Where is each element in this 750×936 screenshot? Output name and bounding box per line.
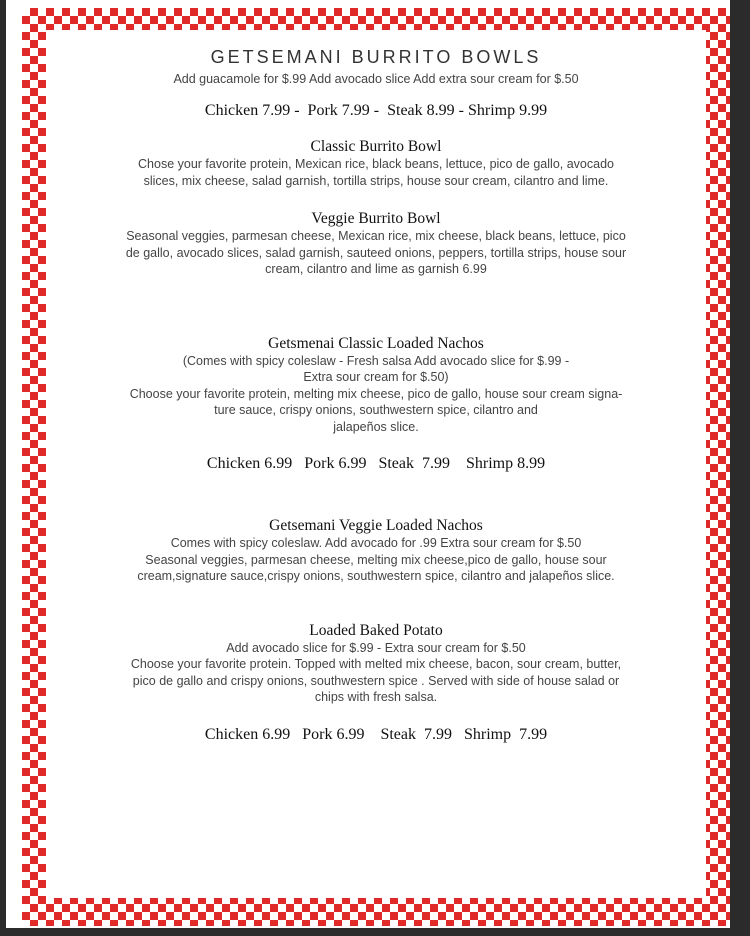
item-name: Loaded Baked Potato bbox=[309, 621, 443, 639]
menu-item-veggie-loaded-nachos bbox=[46, 517, 706, 585]
menu-item-classic-burrito-bowl bbox=[46, 138, 706, 189]
menu-page bbox=[46, 30, 706, 898]
item-description bbox=[46, 640, 706, 706]
menu-content bbox=[46, 46, 706, 745]
item-name: Getsemani Veggie Loaded Nachos bbox=[269, 517, 483, 534]
desc-line: (Comes with spicy coleslaw - Fresh salsa Add avocado slice for $.99 - bbox=[182, 353, 570, 368]
desc-line: cream,signature sauce,crispy onions, southwestern spice, cilantro and jalapeños slice. bbox=[137, 569, 615, 583]
desc-line: de gallo, avocado slices, salad garnish, sauteed onions, peppers, tortilla strips, house sour bbox=[125, 245, 627, 260]
menu-item-classic-loaded-nachos bbox=[46, 335, 706, 475]
item-description bbox=[46, 156, 706, 189]
desc-line: Add avocado slice for $.99 - Extra sour cream for $.50 bbox=[226, 640, 526, 655]
menu-item-loaded-baked-potato bbox=[46, 622, 706, 745]
item-prices: Chicken 6.99 Pork 6.99 Steak 7.99 Shrimp 8.99 bbox=[206, 455, 546, 472]
item-name: Veggie Burrito Bowl bbox=[311, 210, 441, 227]
menu-title: GETSEMANI BURRITO BOWLS bbox=[210, 47, 542, 67]
desc-line: Choose your favorite protein. Topped with melted mix cheese, bacon, sour cream, butter, bbox=[130, 657, 622, 671]
desc-line: ture sauce, crispy onions, southwestern spice, cilantro and bbox=[214, 403, 538, 417]
desc-line: Comes with spicy coleslaw. Add avocado for .99 Extra sour cream for $.50 bbox=[170, 536, 582, 550]
screen-edge-left bbox=[0, 0, 6, 936]
item-prices: Chicken 6.99 Pork 6.99 Steak 7.99 Shrimp 7.99 bbox=[204, 725, 548, 743]
item-description bbox=[46, 353, 706, 436]
menu-item-veggie-burrito-bowl bbox=[46, 210, 706, 278]
bowl-prices: Chicken 7.99 - Pork 7.99 - Steak 8.99 - Shrimp 9.99 bbox=[204, 102, 548, 119]
desc-line: slices, mix cheese, salad garnish, tortilla strips, house sour cream, cilantro and lime. bbox=[143, 173, 609, 188]
addons-note: Add guacamole for $.99 Add avocado slice Add extra sour cream for $.50 bbox=[173, 72, 579, 86]
desc-line: cream, cilantro and lime as garnish 6.99 bbox=[265, 262, 487, 276]
desc-line: Chose your favorite protein, Mexican rice, black beans, lettuce, pico de gallo, avocado bbox=[138, 157, 614, 171]
item-name: Getsmenai Classic Loaded Nachos bbox=[268, 334, 484, 352]
screen-edge-bottom bbox=[0, 928, 750, 936]
item-description bbox=[46, 535, 706, 585]
desc-line: jalapeños slice. bbox=[333, 419, 419, 434]
desc-line: chips with fresh salsa. bbox=[314, 690, 438, 704]
desc-line: Choose your favorite protein, melting mix cheese, pico de gallo, house sour cream signa- bbox=[129, 386, 623, 401]
desc-line: pico de gallo and crispy onions, southwestern spice . Served with side of house salad or bbox=[132, 673, 620, 688]
desc-line: Seasonal veggies, parmesan cheese, Mexican rice, mix cheese, black beans, lettuce, pico bbox=[126, 229, 626, 243]
item-name: Classic Burrito Bowl bbox=[310, 138, 442, 155]
desc-line: Seasonal veggies, parmesan cheese, melting mix cheese,pico de gallo, house sour bbox=[145, 552, 607, 567]
screen-edge-right bbox=[730, 0, 750, 936]
item-description bbox=[46, 228, 706, 278]
desc-line: Extra sour cream for $.50) bbox=[303, 370, 449, 384]
